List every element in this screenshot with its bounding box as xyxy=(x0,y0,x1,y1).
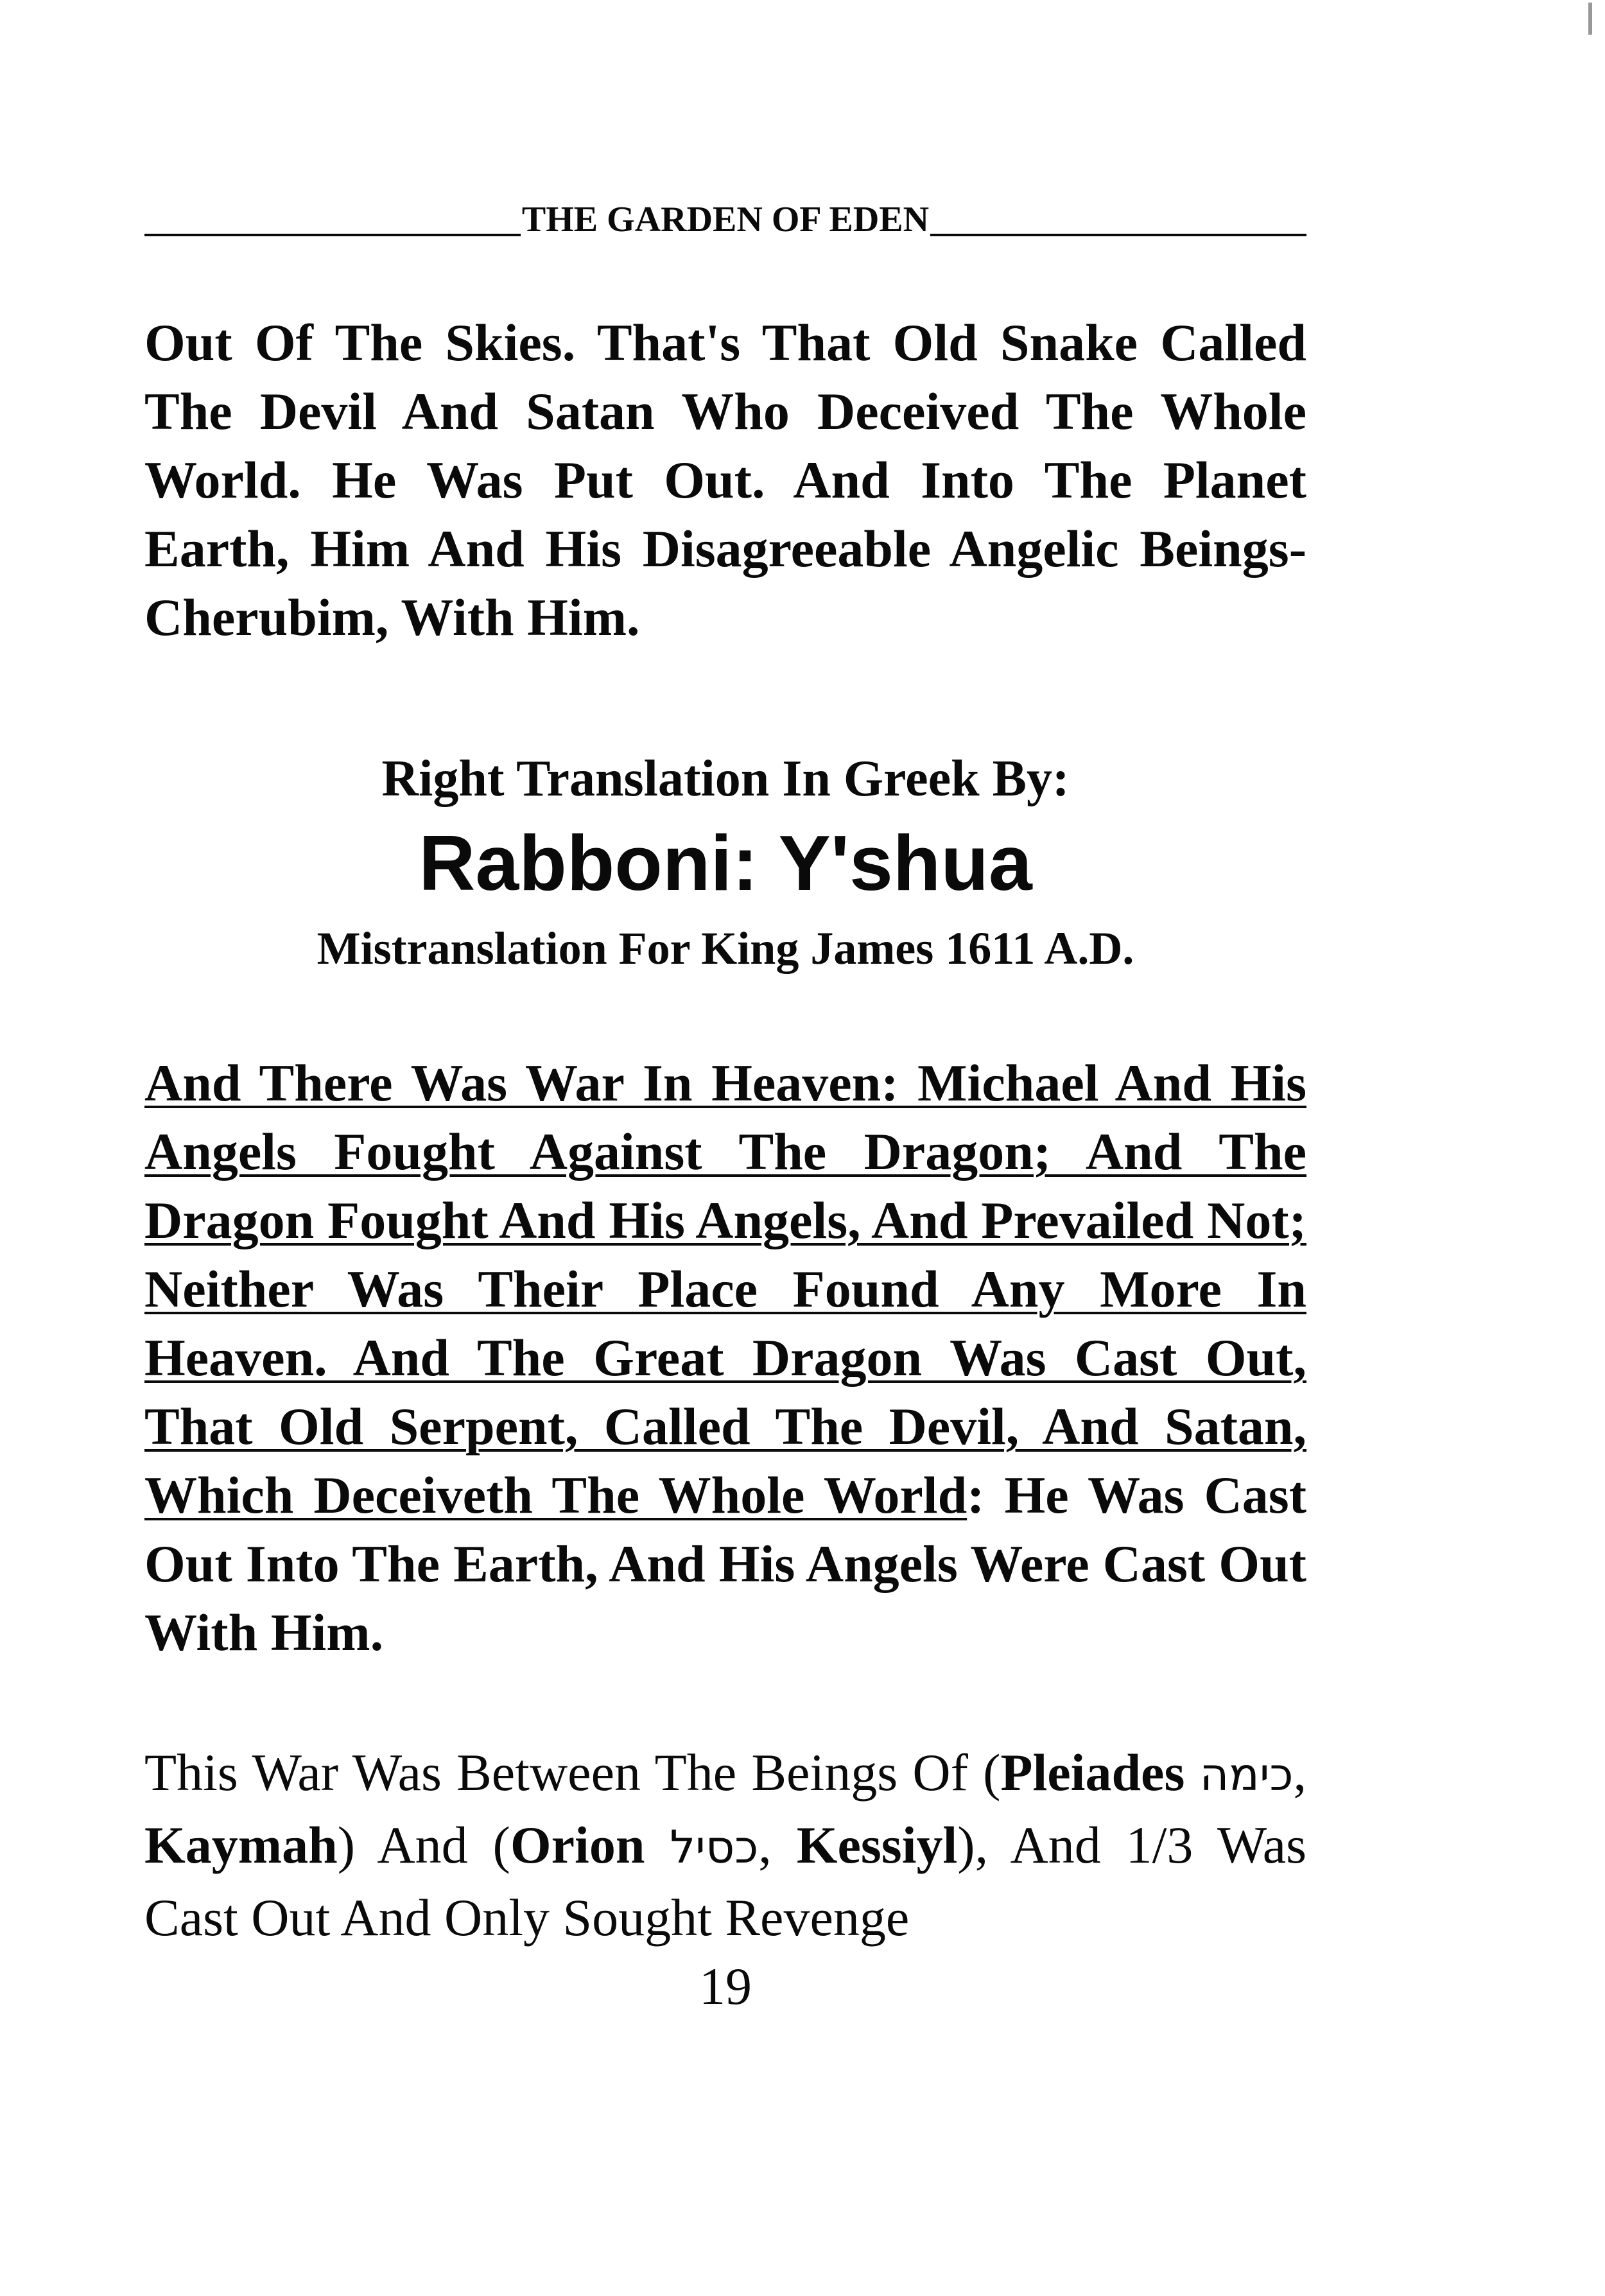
paragraph-3 xyxy=(144,1737,1306,1953)
heading-line-2: Rabboni: Y'shua xyxy=(419,819,1032,907)
p3-pleiades: Pleiades xyxy=(1000,1743,1185,1802)
p3-text-3: ) And ( xyxy=(337,1816,510,1874)
header-rule-left xyxy=(144,234,521,236)
heading-line-1: Right Translation In Greek By: xyxy=(381,751,1070,807)
p3-hebrew-kaymah: כימה xyxy=(1199,1748,1294,1801)
p3-text-1: This War Was Between The Beings Of ( xyxy=(144,1743,1001,1802)
page-number: 19 xyxy=(699,1957,752,2015)
p3-text-4: , xyxy=(758,1816,797,1874)
paragraph-1: Out Of The Skies. That's That Old Snake Called The Devil And Satan Who Deceived The Whole World. He Was Put Out. And Into The Planet Earth, Him And His Disagreeable Angelic Beings-Cherubim, With Him. xyxy=(144,313,1306,647)
heading-line-3: Mistranslation For King James 1611 A.D. xyxy=(317,923,1134,974)
p3-text-2: , xyxy=(1293,1743,1307,1802)
running-header xyxy=(144,186,1306,238)
p3-text-5: ), And 1/3 Was Cast Out And Only Sought Revenge xyxy=(144,1816,1307,1947)
p3-kaymah: Kaymah xyxy=(144,1816,338,1874)
paragraph-2 xyxy=(144,1048,1306,1667)
p3-hebrew-kessiyl: כסיל xyxy=(670,1821,759,1874)
p3-orion: Orion xyxy=(510,1816,645,1874)
scan-speck xyxy=(1588,3,1592,35)
header-rule-right xyxy=(930,234,1306,236)
p3-kessiyl: Kessiyl xyxy=(796,1816,958,1874)
scripture-underlined: And There Was War In Heaven: Michael And His Angels Fought Against The Dragon; And The Dragon Fought And His Angels, And Prevailed Not; Neither Was Their Place Found Any More In Heaven. And The Great Dragon Was Cast Out, That Old Serpent, Called The Devil, And Satan, Which Deceiveth The Whole World xyxy=(144,1054,1306,1524)
book-page xyxy=(144,186,1306,2019)
translation-heading xyxy=(144,747,1306,978)
header-title: THE GARDEN OF EDEN xyxy=(521,200,930,239)
scripture-rest: : He Was Cast Out Into The Earth, And His Angels Were Cast Out With Him. xyxy=(144,1466,1306,1662)
